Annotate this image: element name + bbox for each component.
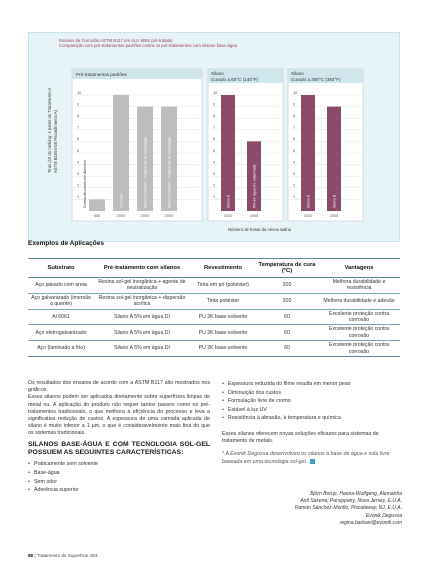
x-tick-label: 1900 (249, 214, 259, 218)
panel-3-bg (288, 69, 363, 221)
table-cell: Excelente proteção contra corrosão (318, 341, 400, 357)
y-tick-label: 10 (213, 90, 218, 95)
panel-3-subtitle: Curado a 300°C (392°F) (291, 77, 341, 82)
x-tick-label: 2000 (140, 214, 150, 218)
features-heading: SILANOS BASE-ÁGUA E COM TECNOLOGIA SOL-GEL POSSUEM AS SEGUINTES CARACTERÍSTICAS: (28, 440, 210, 457)
x-tick-label: 2000 (116, 214, 126, 218)
applications-table (28, 258, 400, 357)
chart-svg (29, 33, 401, 243)
col-header-temperature: Temperatura de cura (°C) (256, 259, 318, 278)
y-axis-title-line-2: ASTM B1654-08 Procedimento A) (53, 109, 58, 173)
table-cell: Tinta poliéster (190, 293, 256, 309)
x-tick-label: 2000 (329, 214, 339, 218)
bar-label: Resina Poliéster - Tratamento de Aceleração (167, 136, 172, 208)
y-tick-label: 4 (293, 160, 296, 165)
bar-label: Silano A (306, 194, 311, 208)
y-tick-label: 6 (213, 137, 216, 142)
y-tick-label: 7 (77, 125, 80, 130)
y-tick-label: 8 (293, 114, 296, 118)
y-tick-label: 7 (213, 125, 216, 130)
corrosion-chart (28, 32, 400, 242)
y-tick-label: 3 (77, 172, 80, 176)
list-item: • Aderência superior (28, 486, 210, 495)
bar-label: Silano A (226, 194, 231, 208)
table-cell: 60 (256, 309, 318, 325)
credit-line: Evonik Degussa (365, 512, 402, 519)
table-cell: Resina sol-gel inorgânica + dispersão acrílica (94, 293, 190, 309)
x-tick-label: 2000 (223, 214, 233, 218)
table-cell: Silano A 5% em água DI (94, 325, 190, 341)
page-number: 88 (28, 553, 34, 558)
y-tick-label: 9 (77, 102, 80, 107)
panel-1-title: Pré-tratamentos padrões (76, 72, 127, 77)
panel-3-title: Silano (291, 71, 304, 76)
list-item: • Formulação livre de cromo (222, 397, 402, 406)
y-tick-label: 6 (293, 137, 296, 142)
panel-2-subtitle: Curado a 60°C (140°F) (211, 77, 259, 82)
y-tick-label: 5 (293, 148, 296, 153)
bar (113, 95, 129, 211)
table-cell: Excelente proteção contra corrosão (318, 325, 400, 341)
y-axis-title-line-1: Tiras (10 do ranking: 4 pares do Tratamento A (47, 87, 52, 173)
panel-2-title: Silano (211, 71, 224, 76)
benefits-list (222, 380, 402, 423)
col-header-advantages: Vantagens (318, 259, 400, 278)
table-cell: Silano A 5% em água DI (94, 341, 190, 357)
examples-title: Exemplos de Aplicações (28, 240, 104, 247)
y-tick-label: 9 (293, 102, 296, 107)
table-row (28, 341, 400, 357)
page-footer (28, 553, 97, 558)
col-header-substrate: Substrato (28, 259, 94, 278)
author-credits (222, 491, 402, 527)
col-header-coating: Revestimento (190, 259, 256, 278)
list-item: • Diminuição dos custos (222, 389, 402, 398)
chart-header-line-2: Comparação com pré-tratamentos padrões contra os pré-tratamentos com silanos base-água (59, 43, 237, 49)
table-cell: Aço (laminado a frio) (28, 341, 94, 357)
credit-line: Ramón Sánchez-Morillo, Piscataway, NJ, E.U.A. (294, 505, 402, 512)
y-tick-label: 3 (213, 172, 216, 176)
panel-2-bg (208, 69, 283, 221)
col-header-pretreatment: Pré-tratamento com silanos (94, 259, 190, 278)
x-tick-label: 2000 (164, 214, 174, 218)
y-tick-label: 1 (293, 195, 296, 200)
body-paragraph: Esses silanos podem ser aplicados diretamente sobre superfícies limpas de metal nu. A aplicação do produto não requer tantos passos como os pré-tratamentos tradicionais, o que melhora a eficiência do processo e leva a significativa redução de custos. A espessura de uma camada aplicada de silano é muito inferior a 1 µm, o que é consideravelmente mais fina do que os sistemas tradicionais. (28, 394, 210, 437)
table-cell: Aço eletrogalvanizado (28, 325, 94, 341)
table-cell: 200 (256, 278, 318, 294)
bar-label: Cromo-de-cromo em Alumínio (83, 160, 87, 208)
bar-label: Silano B (332, 194, 337, 208)
end-mark-icon (310, 459, 315, 464)
table-row (28, 293, 400, 309)
list-item: • Base-água (28, 469, 210, 478)
table-cell: Melhora durabilidade e adesão (318, 293, 400, 309)
table-cell: Aço jateado com areia (28, 278, 94, 294)
y-tick-label: 2 (293, 183, 296, 188)
table-cell: Silano A 5% em água DI (94, 309, 190, 325)
y-tick-label: 4 (213, 160, 216, 165)
conclusion-paragraph: Esses silanos oferecem novas soluções eficazes para sistemas de tratamento de metais. (222, 430, 379, 445)
y-tick-label: 6 (77, 137, 80, 142)
credit-line: Björn Borup, Hanna-Wolfgang, Alemanha (310, 491, 402, 497)
y-tick-label: 3 (293, 172, 296, 176)
bar (221, 95, 235, 211)
footer-separator: | (34, 553, 36, 558)
y-tick-label: 7 (293, 125, 296, 130)
chart-header-line-1: Ensaios de Corrosão ASTM B117 em ALU 6061 pré-tratado (59, 38, 173, 43)
features-list (28, 460, 210, 494)
table-cell: Aço galvanizado (imersão a quente) (28, 293, 94, 309)
right-column (222, 380, 402, 466)
y-tick-label: 4 (77, 160, 80, 165)
y-tick-label: 5 (213, 148, 216, 153)
bar (89, 199, 105, 211)
bar-label: Resina Poliéster - Tratamento de Aceleração (143, 136, 148, 208)
table-cell: 60 (256, 341, 318, 357)
list-item: • Resistência à abrasão, à temperatura e química (222, 414, 402, 423)
list-item: • Espessura reduzida do filme resulta em menor peso (222, 380, 402, 389)
bar-label: Cromato (119, 194, 124, 208)
table-cell: 60 (256, 325, 318, 341)
y-tick-label: 9 (213, 102, 216, 107)
list-item: • Praticamente sem solvente (28, 460, 210, 469)
bar-label: 5% em água DI, estanhada (252, 164, 257, 208)
table-cell: Melhora durabilidade e resistência (318, 278, 400, 294)
table-cell: PU 2K base-solvente (190, 341, 256, 357)
y-tick-label: 8 (213, 114, 216, 118)
table-cell: Resina sol-gel inorgânica + agente de neutralização (94, 278, 190, 294)
table-cell: Tinta em pó (poliéster) (190, 278, 256, 294)
table-cell: 200 (256, 293, 318, 309)
list-item: • Estável à luz UV (222, 406, 402, 415)
x-tick-label: 400 (93, 214, 101, 218)
table-cell: Al 6061 (28, 309, 94, 325)
table-cell: PU 2K base-solvente (190, 325, 256, 341)
y-tick-label: 5 (77, 148, 80, 153)
y-tick-label: 10 (77, 90, 82, 95)
table-row (28, 325, 400, 341)
magazine-name: Tratamento de Superfície 163 (36, 553, 98, 558)
intro-paragraph: Os resultados dos ensaios de acordo com a ASTM B117 são mostrados nos gráficos. (28, 380, 210, 394)
left-column (28, 380, 210, 495)
table-row (28, 309, 400, 325)
credit-email: regina.barbani@evonik.com (339, 519, 402, 526)
table-cell: Excelente proteção contra corrosão (318, 309, 400, 325)
y-tick-label: 1 (213, 195, 216, 200)
credit-line: Anil Saxena, Parsippany, Nova Jersey, E.U.A. (300, 498, 402, 505)
table-cell: PU 2K base-solvente (190, 309, 256, 325)
y-tick-label: 10 (293, 90, 298, 95)
y-tick-label: 2 (213, 183, 216, 188)
y-tick-label: 8 (77, 114, 80, 118)
list-item: • Sem odor (28, 478, 210, 487)
footnote-text: * A Evonik Degussa desenvolveu os silanos à base de água e sola livre baseada em uma tecnologia sol-gel. (222, 451, 390, 465)
x-tick-label: 2000 (303, 214, 313, 218)
y-tick-label: 1 (77, 195, 80, 200)
bar (301, 95, 315, 211)
table-header-row (28, 259, 400, 278)
x-axis-title: Número de horas da névoa salina (228, 227, 291, 232)
table-row (28, 278, 400, 294)
y-tick-label: 2 (77, 183, 80, 188)
footnote (222, 451, 402, 465)
